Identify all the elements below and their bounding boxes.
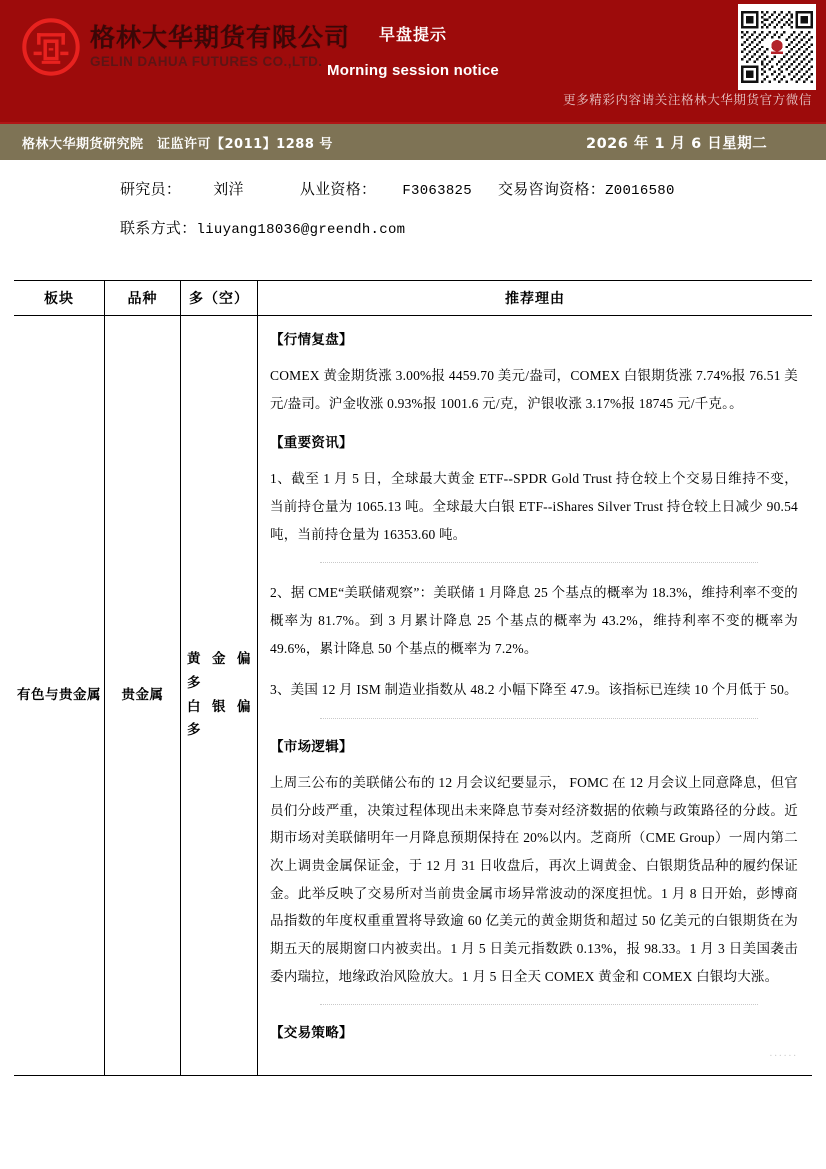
market-review-paragraph: COMEX 黄金期货涨 3.00%报 4459.70 美元/盎司，COMEX 白银期货涨 7.74%报 76.51 美元/盎司。沪金收涨 0.93%报 1001.6 元/克，沪银收涨 3.17%报 18745 元/千克。。 <box>270 368 798 411</box>
qualification-label: 从业资格： <box>299 182 377 198</box>
column-header-direction: 多（空） <box>181 281 258 316</box>
section-title-trading-strategy: 【交易策略】 <box>270 1025 353 1042</box>
truncation-dots: ...... <box>769 1047 798 1060</box>
company-name-en: GELIN DAHUA FUTURES CO.,LTD. <box>90 54 323 70</box>
recommendation-table-wrap <box>14 280 812 1076</box>
contact-email: liuyang18036@greendh.com <box>196 222 406 238</box>
consulting-label: 交易咨询资格： <box>497 182 606 198</box>
company-name-cn: 格林大华期货有限公司 <box>90 23 351 53</box>
column-header-reason: 推荐理由 <box>258 281 813 316</box>
direction-line-gold: 黄 金 偏 多 <box>187 651 251 692</box>
researcher-meta-block <box>0 160 826 266</box>
column-header-variety: 品种 <box>105 281 181 316</box>
news-item-2: 2、据 CME“美联储观察”：美联储 1 月降息 25 个基点的概率为 18.3%，维持利率不变的概率为 81.7%。到 3 月累计降息 25 个基点的概率为 43.2%，维持利率不变的概率为 49.6%，累计降息 50 个基点的概率为 7.2%。 <box>270 585 798 656</box>
researcher-name: 刘洋 <box>213 182 244 198</box>
dotted-separator <box>320 1004 758 1005</box>
gelin-seal-logo-icon <box>22 18 80 76</box>
report-date: 2026 年 1 月 6 日星期二 <box>586 135 768 152</box>
news-item-1: 1、截至 1 月 5 日，全球最大黄金 ETF--SPDR Gold Trust 持仓较上个交易日维持不变，当前持仓量为 1065.13 吨。全球最大白银 ETF--iShares Silver Trust 持仓较上日减少 90.54 吨，当前持仓量为 16353.60 吨。 <box>270 471 798 542</box>
header-banner <box>0 0 826 124</box>
cell-sector: 有色与贵金属 <box>14 316 105 1076</box>
dotted-separator <box>320 718 758 719</box>
column-header-sector: 板块 <box>14 281 105 316</box>
researcher-row <box>120 178 826 199</box>
section-title-market-review: 【行情复盘】 <box>270 332 353 348</box>
table-header-row <box>14 281 812 316</box>
cell-direction <box>181 316 258 1076</box>
cell-variety: 贵金属 <box>105 316 181 1076</box>
recommendation-table <box>14 280 812 1076</box>
consulting-value: Z0016580 <box>605 183 675 199</box>
news-item-3: 3、美国 12 月 ISM 制造业指数从 48.2 小幅下降至 47.9。该指标已连续 10 个月低于 50。 <box>270 682 798 698</box>
institute-license-text: 格林大华期货研究院 证监许可【2011】1288 号 <box>22 136 333 152</box>
cell-reason <box>258 316 813 1076</box>
wechat-qr-code-icon <box>738 4 816 90</box>
contact-row <box>120 217 826 238</box>
company-logo-block <box>22 18 350 76</box>
banner-title-en: Morning session notice <box>327 62 499 79</box>
company-name-group <box>90 25 350 69</box>
section-title-market-logic: 【市场逻辑】 <box>270 739 353 756</box>
wechat-follow-note: 更多精彩内容请关注格林大华期货官方微信 <box>563 92 812 107</box>
contact-label: 联系方式： <box>120 221 197 237</box>
table-row <box>14 316 812 1076</box>
qualification-value: F3063825 <box>402 183 472 199</box>
dotted-separator <box>320 562 758 563</box>
section-title-key-news: 【重要资讯】 <box>270 435 353 452</box>
institute-subbar <box>0 124 826 160</box>
direction-line-silver: 白 银 偏 多 <box>187 698 251 739</box>
researcher-label: 研究员： <box>120 182 182 198</box>
market-logic-paragraph: 上周三公布的美联储公布的 12 月会议纪要显示， FOMC 在 12 月会议上同意降息，但官员们分歧严重，决策过程体现出未来降息节奏对经济数据的依赖与政策路径的分歧。近期市场对美联储明年一月降息预期保持在 20%以内。芝商所（CME Group）一周内第二次上调贵金属保证金，于 12 月 31 日收盘后，再次上调黄金、白银期货品种的履约保证金。此举反映了交易所对当前贵金属市场异常波动的深度担忧。1 月 8 日开始，彭博商品指数的年度权重重置将导致逾 60 亿美元的黄金期货和超过 50 亿美元的白银期货在为期五天的展期窗口内被卖出。1 月 5 日美元指数跌 0.13%，报 98.33。1 月 3 日美国袭击委内瑞拉，地缘政治风险放大。1 月 5 日全天 COMEX 黄金和 COMEX 白银均大涨。 <box>270 775 798 984</box>
banner-title-cn: 早盘提示 <box>378 25 447 44</box>
